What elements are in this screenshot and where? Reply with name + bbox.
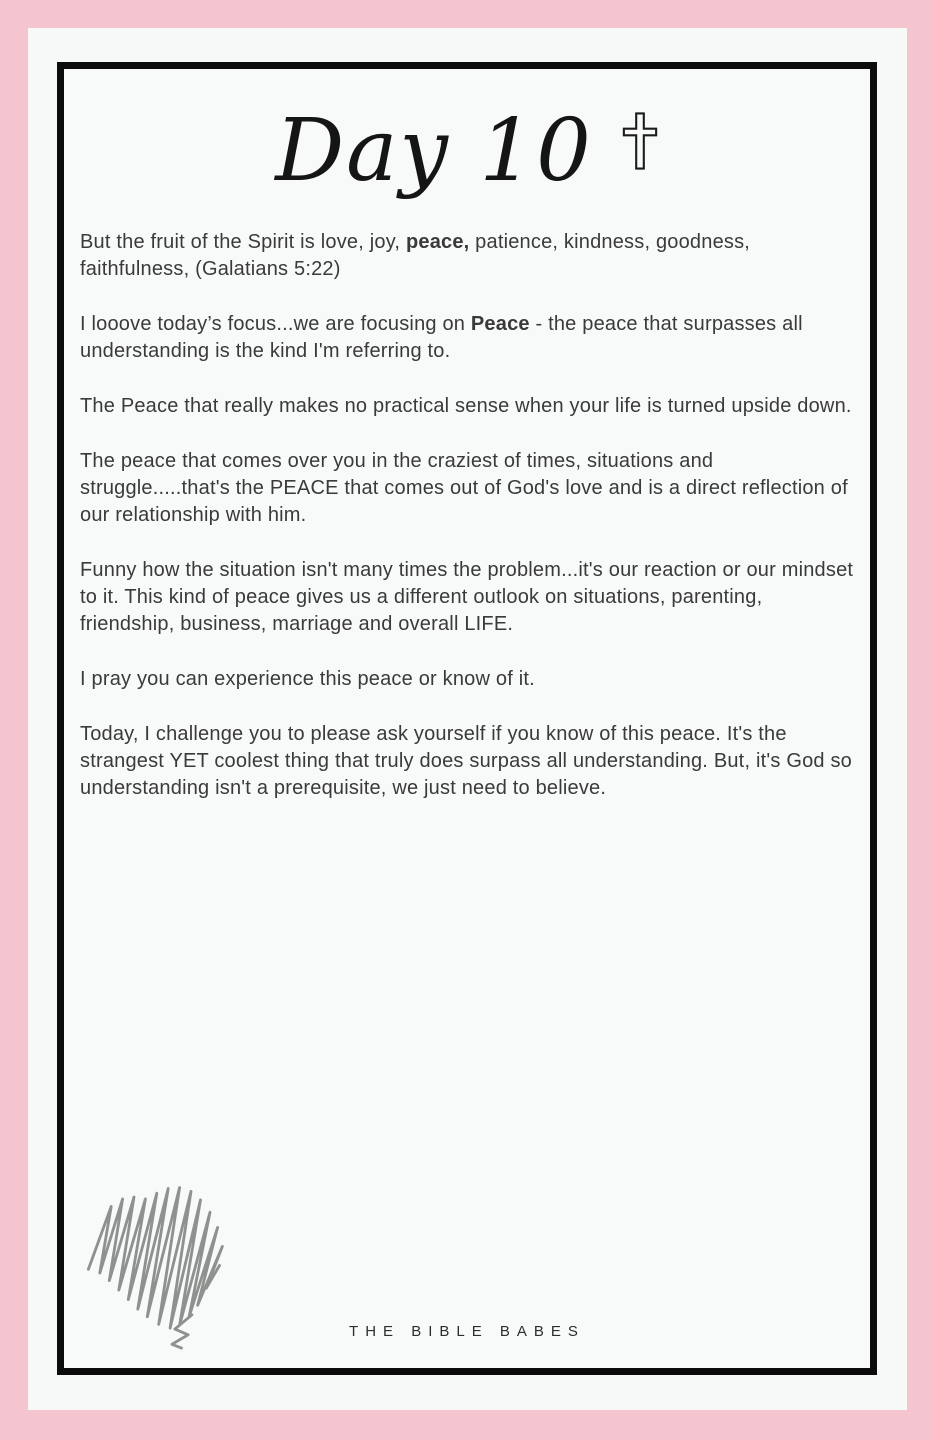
paragraph-text: I looove today’s focus...we are focusing on — [80, 313, 471, 335]
paragraph — [80, 448, 854, 529]
brand-footer: THE BIBLE BABES — [349, 1323, 585, 1340]
paragraph-text: Funny how the situation isn't many times the problem...it's our reaction or our mindset to it. This kind of peace gives us a different outlook on situations, parenting, friendship, business, marriage and overall LIFE. — [80, 559, 854, 635]
paragraph-text: The peace that comes over you in the craziest of times, situations and struggle.....that's the PEACE that comes out of God's love and is a direct reflection of our relationship with him. — [80, 450, 848, 526]
paragraph-text: The Peace that really makes no practical sense when your life is turned upside down. — [80, 395, 852, 417]
paragraph-text: I pray you can experience this peace or know of it. — [80, 668, 535, 690]
paragraph-text: Today, I challenge you to please ask yourself if you know of this peace. It's the strangest YET coolest thing that truly does surpass all understanding. But, it's God so understanding isn't a prerequisite, we just need to believe. — [80, 723, 853, 799]
page-mat — [28, 28, 907, 1410]
paragraph-text: - the peace that surpasses all understanding is the kind I'm referring to. — [80, 313, 803, 362]
paragraph-text: patience, kindness, goodness, faithfulness, (Galatians 5:22) — [80, 231, 751, 280]
paragraph-bold-text: peace, — [405, 231, 470, 253]
paragraph — [80, 229, 854, 283]
paragraph — [80, 557, 854, 638]
devotional-page — [57, 62, 877, 1375]
cross-icon — [621, 111, 659, 171]
paragraph-text: But the fruit of the Spirit is love, joy, — [80, 231, 406, 253]
page-header — [64, 89, 870, 213]
page-title: Day 10 — [275, 101, 593, 201]
paragraph — [80, 393, 854, 420]
paragraph — [80, 666, 854, 693]
paragraph — [80, 721, 854, 802]
paragraph-bold-text: Peace — [470, 313, 530, 335]
body-text — [80, 229, 854, 802]
paragraph — [80, 311, 854, 365]
